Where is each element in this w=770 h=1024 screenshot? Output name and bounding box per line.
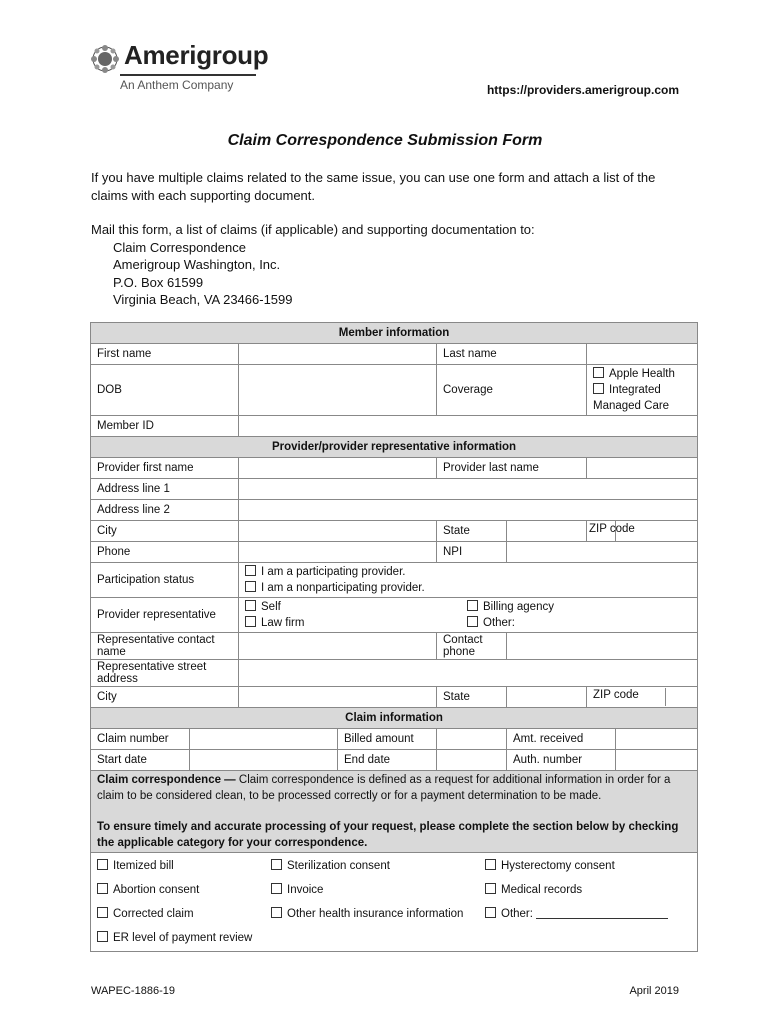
provider-first-name-field[interactable] bbox=[239, 458, 437, 479]
category-abortion-consent[interactable]: Abortion consent bbox=[97, 878, 271, 902]
checkbox-icon[interactable] bbox=[593, 383, 604, 394]
checkbox-icon[interactable] bbox=[245, 565, 256, 576]
mailing-instructions bbox=[91, 221, 535, 309]
checkbox-icon[interactable] bbox=[245, 581, 256, 592]
amt-received-field[interactable] bbox=[616, 729, 698, 750]
category-sterilization-consent[interactable]: Sterilization consent bbox=[271, 854, 485, 878]
category-corrected-claim[interactable]: Corrected claim bbox=[97, 902, 271, 926]
category-er-level-payment-review[interactable]: ER level of payment review bbox=[97, 926, 271, 950]
correspondence-paragraph bbox=[97, 772, 691, 804]
end-date-field[interactable] bbox=[437, 750, 507, 771]
auth-number-label: Auth. number bbox=[507, 750, 616, 771]
rep-contact-name-label: Representative contact name bbox=[91, 633, 239, 660]
correspondence-instructions: To ensure timely and accurate processing of your request, please complete the section below by checking the applicable category for your correspondence. bbox=[97, 821, 679, 849]
category-hysterectomy-consent[interactable]: Hysterectomy consent bbox=[485, 854, 675, 878]
rep-option-law-firm[interactable]: Law firm bbox=[245, 615, 467, 631]
mail-address-line: Virginia Beach, VA 23466-1599 bbox=[113, 292, 293, 307]
checkbox-icon[interactable] bbox=[485, 883, 496, 894]
rep-option-billing-agency[interactable]: Billing agency bbox=[467, 599, 667, 615]
category-invoice[interactable]: Invoice bbox=[271, 878, 485, 902]
billed-amount-field[interactable] bbox=[437, 729, 507, 750]
mail-lead: Mail this form, a list of claims (if applicable) and supporting documentation to: bbox=[91, 222, 535, 237]
address-line-1-field[interactable] bbox=[239, 479, 698, 500]
rep-contact-name-field[interactable] bbox=[239, 633, 437, 660]
npi-label: NPI bbox=[437, 542, 507, 563]
amt-received-label: Amt. received bbox=[507, 729, 616, 750]
contact-phone-label: Contact phone bbox=[437, 633, 507, 660]
rep-street-address-field[interactable] bbox=[239, 660, 698, 687]
checkbox-icon[interactable] bbox=[467, 600, 478, 611]
mail-address-line: P.O. Box 61599 bbox=[113, 274, 204, 290]
representative-options bbox=[239, 598, 698, 633]
state-field[interactable] bbox=[507, 521, 587, 542]
form-code: WAPEC-1886-19 bbox=[91, 985, 175, 997]
category-itemized-bill[interactable]: Itemized bill bbox=[97, 854, 271, 878]
provider-last-name-field[interactable] bbox=[587, 458, 698, 479]
coverage-option-apple-health[interactable]: Apple Health bbox=[593, 366, 691, 382]
category-other[interactable]: Other: bbox=[485, 902, 675, 926]
rep-option-other[interactable]: Other: bbox=[467, 615, 667, 631]
first-name-label: First name bbox=[91, 344, 239, 365]
address-line-2-field[interactable] bbox=[239, 500, 698, 521]
checkbox-icon[interactable] bbox=[485, 859, 496, 870]
logo-tagline: An Anthem Company bbox=[120, 78, 234, 92]
rep-city-label: City bbox=[91, 687, 239, 708]
billed-amount-label: Billed amount bbox=[338, 729, 437, 750]
provider-representative-label: Provider representative bbox=[91, 598, 239, 633]
coverage-label: Coverage bbox=[437, 365, 587, 416]
phone-field[interactable] bbox=[239, 542, 437, 563]
rep-zip-label: ZIP code bbox=[587, 688, 666, 706]
participation-status-label: Participation status bbox=[91, 563, 239, 598]
checkbox-icon[interactable] bbox=[271, 859, 282, 870]
mail-address-line: Claim Correspondence bbox=[113, 239, 246, 255]
coverage-options bbox=[587, 365, 698, 416]
claim-correspondence-definition bbox=[91, 771, 698, 853]
claim-form-table bbox=[90, 322, 698, 952]
city-label: City bbox=[91, 521, 239, 542]
start-date-field[interactable] bbox=[190, 750, 338, 771]
dob-field[interactable] bbox=[239, 365, 437, 416]
coverage-option-imc[interactable]: Integrated Managed Care bbox=[593, 384, 670, 412]
correspondence-label: Claim correspondence — bbox=[97, 774, 236, 786]
participating-option[interactable]: I am a participating provider. bbox=[245, 564, 691, 580]
correspondence-categories bbox=[91, 853, 698, 952]
address-line-1-label: Address line 1 bbox=[91, 479, 239, 500]
logo-rule bbox=[120, 74, 256, 76]
city-field[interactable] bbox=[239, 521, 437, 542]
member-first-name-field[interactable] bbox=[239, 344, 437, 365]
rep-option-self[interactable]: Self bbox=[245, 599, 467, 615]
correspondence-text: Claim correspondence is defined as a request for additional information in order for a claim to be considered clean, to be processed correctly or for a payment determination to be made. bbox=[97, 774, 671, 802]
member-section-heading: Member information bbox=[91, 323, 698, 344]
member-id-label: Member ID bbox=[91, 416, 239, 437]
rep-city-field[interactable] bbox=[239, 687, 437, 708]
checkbox-icon[interactable] bbox=[97, 859, 108, 870]
provider-first-name-label: Provider first name bbox=[91, 458, 239, 479]
zip-field[interactable] bbox=[589, 521, 698, 542]
checkbox-icon[interactable] bbox=[97, 907, 108, 918]
checkbox-icon[interactable] bbox=[245, 616, 256, 627]
page-title: Claim Correspondence Submission Form bbox=[227, 132, 543, 149]
npi-field[interactable] bbox=[507, 542, 698, 563]
rep-street-address-label: Representative street address bbox=[91, 660, 239, 687]
start-date-label: Start date bbox=[91, 750, 190, 771]
claim-number-field[interactable] bbox=[190, 729, 338, 750]
claim-number-label: Claim number bbox=[91, 729, 190, 750]
member-id-field[interactable] bbox=[239, 416, 698, 437]
checkbox-icon[interactable] bbox=[271, 907, 282, 918]
checkbox-icon[interactable] bbox=[485, 907, 496, 918]
zip-label: ZIP code bbox=[589, 523, 635, 535]
checkbox-icon[interactable] bbox=[97, 883, 108, 894]
other-specify-field[interactable] bbox=[536, 906, 668, 919]
contact-phone-field[interactable] bbox=[507, 633, 698, 660]
rep-state-label: State bbox=[437, 687, 507, 708]
participation-options bbox=[239, 563, 698, 598]
category-medical-records[interactable]: Medical records bbox=[485, 878, 675, 902]
checkbox-icon[interactable] bbox=[97, 931, 108, 942]
checkbox-icon[interactable] bbox=[593, 367, 604, 378]
provider-last-name-label: Provider last name bbox=[437, 458, 587, 479]
logo-emblem-icon bbox=[90, 44, 120, 74]
provider-url-link[interactable]: https://providers.amerigroup.com bbox=[486, 83, 679, 97]
mail-address-line: Amerigroup Washington, Inc. bbox=[113, 257, 281, 272]
form-date: April 2019 bbox=[629, 985, 679, 997]
last-name-label: Last name bbox=[437, 344, 587, 365]
category-other-health-insurance[interactable]: Other health insurance information bbox=[271, 902, 485, 926]
intro-paragraph: If you have multiple claims related to the same issue, you can use one form and attach a list of the claims with each supporting document. bbox=[91, 170, 656, 203]
checkbox-icon[interactable] bbox=[245, 600, 256, 611]
dob-label: DOB bbox=[91, 365, 239, 416]
rep-state-field[interactable] bbox=[507, 687, 587, 708]
phone-label: Phone bbox=[91, 542, 239, 563]
nonparticipating-option[interactable]: I am a nonparticipating provider. bbox=[245, 580, 691, 596]
state-label: State bbox=[437, 521, 507, 542]
logo-wordmark: Amerigroup bbox=[124, 40, 269, 70]
member-last-name-field[interactable] bbox=[587, 344, 698, 365]
end-date-label: End date bbox=[338, 750, 437, 771]
auth-number-field[interactable] bbox=[616, 750, 698, 771]
checkbox-icon[interactable] bbox=[271, 883, 282, 894]
address-line-2-label: Address line 2 bbox=[91, 500, 239, 521]
rep-zip-field[interactable] bbox=[587, 687, 698, 708]
checkbox-icon[interactable] bbox=[467, 616, 478, 627]
claim-section-heading: Claim information bbox=[91, 708, 698, 729]
provider-section-heading: Provider/provider representative information bbox=[91, 437, 698, 458]
